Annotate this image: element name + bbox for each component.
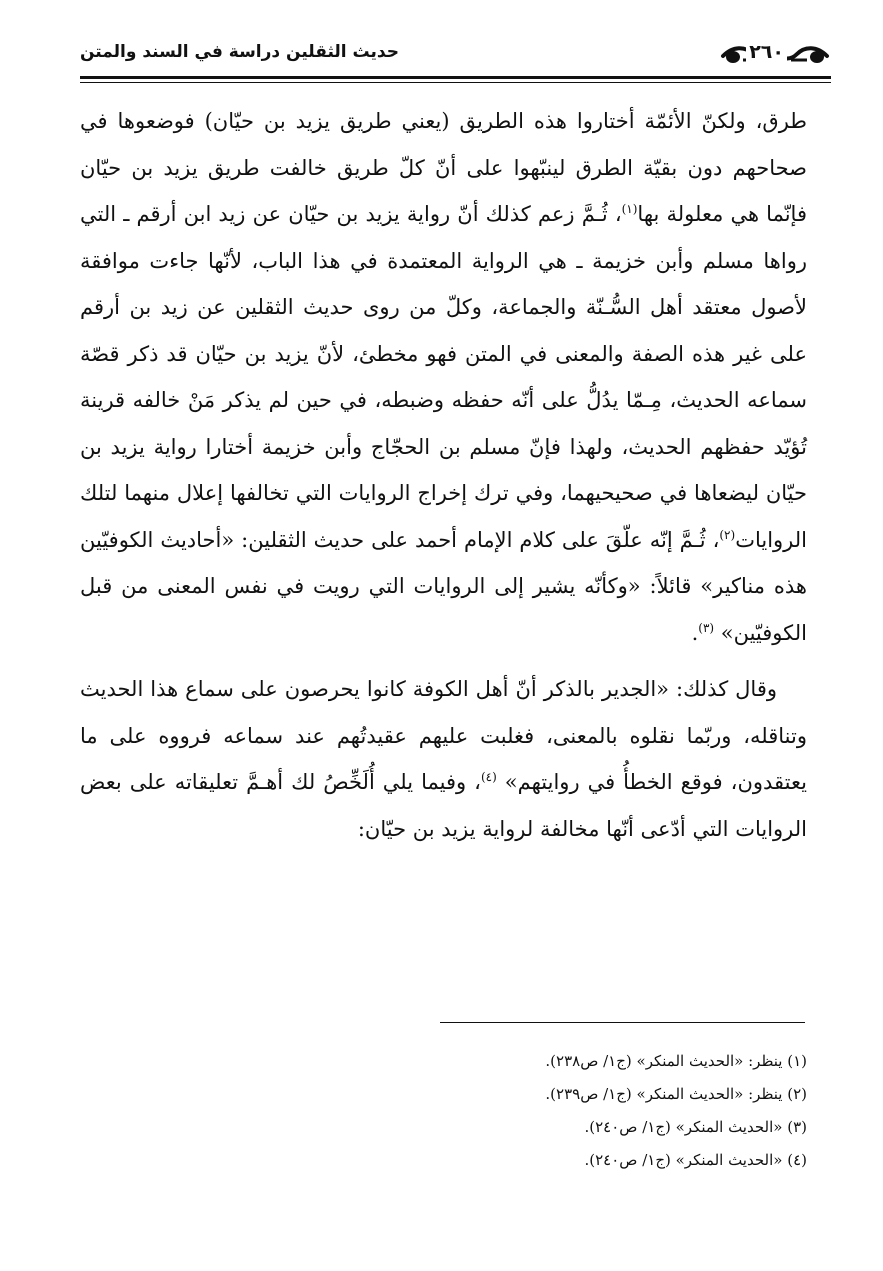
footnote-ref: (٣) <box>698 620 715 635</box>
footnote-ref: (١) <box>621 202 638 216</box>
running-header <box>80 38 831 72</box>
footnote: (٢) ينظر: «الحديث المنكر» (ج١/ ص٢٣٩). <box>545 1085 807 1103</box>
footnote-ref: (٤) <box>480 770 497 784</box>
page-number: ٢٦٠ <box>746 39 787 65</box>
book-title: حديث الثقلين دراسة في السند والمتن <box>80 42 399 62</box>
footnotes <box>387 1045 807 1177</box>
header-rule-thin <box>80 82 831 83</box>
paragraph <box>80 98 807 656</box>
footnote: (٣) «الحديث المنكر» (ج١/ ص٢٤٠). <box>584 1118 807 1136</box>
footnote: (٤) «الحديث المنكر» (ج١/ ص٢٤٠). <box>584 1151 807 1169</box>
paragraph1-text-c: ، ثُـمَّ إنّه علّقَ على كلام الإمام أحمد على حديث الثقلين: «أحاديث الكوفيّين هذه مناكير» قائلاً: «وكأنّه يشير إلى الروايات التي رويت في نفس المعنى من قبل الكوفيّين» <box>80 527 807 645</box>
footnote-separator <box>440 1022 805 1023</box>
header-rule-thick <box>80 76 831 79</box>
paragraph1-text-d: . <box>691 620 699 645</box>
footnote-ref: (٢) <box>719 527 736 542</box>
paragraph1-text-a: طرق، ولكنّ الأئمّة أختاروا هذه الطريق (يعني طريق يزيد بن حيّان) فوضعوها في صحاحهم دون بقيّة الطرق لينبّهوا على أنّ كلّ طريق خالفت طريق يزيد بن حيّان فإنّما هي معلولة بها <box>80 109 807 226</box>
paragraph2-text-b: ، وفيما يلي أُلَخِّصُ لك أهـمَّ تعليقاته على بعض الروايات التي أدّعى أنّها مخالفة لرواية يزيد بن حيّان: <box>80 770 807 841</box>
paragraph2-text-a: وقال كذلك: «الجدير بالذكر أنّ أهل الكوفة كانوا يحرصون على سماع هذا الحديث وتناقله، وربّما نقلوه بالمعنى، فغلبت عليهم عقيدتُهم عند سماعه فرووه على ما يعتقدون، فوقع الخطأُ في روايتهم» <box>80 677 807 794</box>
footnote: (١) ينظر: «الحديث المنكر» (ج١/ ص٢٣٨). <box>545 1052 807 1070</box>
main-text <box>80 98 807 852</box>
paragraph1-text-b: ، ثُـمَّ زعم كذلك أنّ رواية يزيد بن حيّان عن زيد ابن أرقم ـ التي رواها مسلم وأبن خزيمة ـ هي الرواية المعتمدة في هذا الباب، لأنّها جاءت موافقة لأصول معتقد أهل السُّـنّة والجماعة، وكلّ من روى حديث الثقلين عن زيد بن أرقم على غير هذه الصفة والمعنى في المتن فهو مخطئ، لأنّ يزيد بن حيّان قد ذكر قصّة سماعه الحديث، مِـمّا يدُلُّ على أنّه حفظه وضبطه، في حين لم يذكر مَنْ خالفه قرينة تُؤيّد حفظهم الحديث، ولهذا فإنّ مسلم بن الحجّاج وأبن خزيمة أختارا رواية يزيد بن حيّان ليضعاها في صحيحيهما، وفي ترك إخراج الروايات التي تخالفها إعلال منهما لتلك الروايات <box>80 202 807 552</box>
paragraph <box>80 666 807 852</box>
